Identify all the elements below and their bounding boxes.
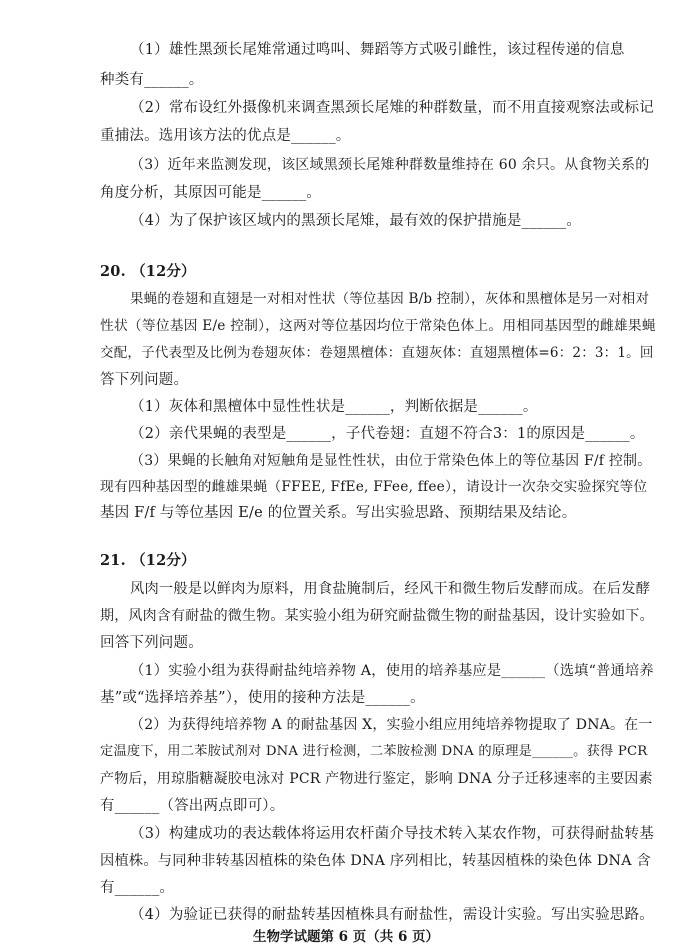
q20-part3-line1: （3）果蝇的长触角对短触角是显性性状，由位于常染色体上的等位基因 F/f 控制。 [130, 453, 652, 469]
q19-part2-line1: （2）常布设红外摄像机来调查黑颈长尾雉的种群数量，而不用直接观察法或标记 [130, 100, 654, 116]
q20-part2: （2）亲代果蝇的表型是______，子代卷翅：直翅不符合3：1的原因是______。 [130, 426, 645, 442]
q20-stem-line4: 答下列问题。 [100, 372, 189, 388]
q21-stem-line1: 风肉一般是以鲜肉为原料，用食盐腌制后，经风干和微生物后发酵而成。在后发酵 [130, 581, 651, 597]
q21-part3-line3: 有______。 [100, 880, 175, 896]
q21-stem-line3: 回答下列问题。 [100, 635, 203, 651]
q21-part1-line2: 基”或“选择培养基”），使用的接种方法是______。 [100, 690, 425, 706]
q19-part1-line2: 种类有______。 [100, 72, 204, 88]
q20-stem-line3: 交配，子代表型及比例为卷翅灰体：卷翅黑檀体：直翅灰体：直翅黑檀体=6：2：3：1。回 [100, 345, 654, 361]
q20-part3-line3: 基因 F/f 与等位基因 E/e 的位置关系。写出实验思路、预期结果及结论。 [100, 505, 577, 521]
q21-part2-line1: （2）为获得纯培养物 A 的耐盐基因 X，实验小组应用纯培养物提取了 DNA。在一 [130, 717, 653, 733]
q20-stem-line2: 性状（等位基因 E/e 控制），这两对等位基因均位于常染色体上。用相同基因型的雌雄果蝇 [100, 318, 656, 334]
q19-part3-line1: （3）近年来监测发现，该区域黑颈长尾雉种群数量维持在 60 余只。从食物关系的 [130, 157, 650, 173]
q21-part4: （4）为验证已获得的耐盐转基因植株具有耐盐性，需设计实验。写出实验思路。 [130, 907, 654, 923]
q20-part1: （1）灰体和黑檀体中显性性状是______，判断依据是______。 [130, 399, 538, 415]
page-footer: 生物学试题第 6 页（共 6 页） [252, 929, 440, 945]
q19-part2-line2: 重捕法。选用该方法的优点是______。 [100, 128, 351, 144]
q20-part3-line2: 现有四种基因型的雌雄果蝇（FFEE, FfEe, FFee, ffee），请设计一次杂交实验探究等位 [100, 479, 648, 495]
q21-part2-line4: 有______（答出两点即可）。 [100, 798, 285, 814]
q21-part1-line1: （1）实验小组为获得耐盐纯培养物 A，使用的培养基应是______（选填“普通培养 [130, 663, 654, 679]
q20-heading: 20. （12分） [100, 263, 196, 280]
q20-stem-line1: 果蝇的卷翅和直翅是一对相对性状（等位基因 B/b 控制），灰体和黑檀体是另一对相对 [130, 291, 650, 307]
q19-part3-line2: 角度分析，其原因可能是______。 [100, 185, 322, 201]
q21-part3-line1: （3）构建成功的表达载体将运用农杆菌介导技术转入某农作物，可获得耐盐转基 [130, 826, 654, 842]
q21-part2-line3: 产物后，用琼脂糖凝胶电泳对 PCR 产物进行鉴定，影响 DNA 分子迁移速率的主要因素 [100, 771, 653, 787]
q19-part4-line1: （4）为了保护该区域内的黑颈长尾雉，最有效的保护措施是______。 [130, 213, 582, 229]
q21-part3-line2: 因植株。与同种非转基因植株的染色体 DNA 序列相比，转基因植株的染色体 DNA 含 [100, 853, 651, 869]
q19-part1-line1: （1）雄性黑颈长尾雉常通过鸣叫、舞蹈等方式吸引雌性，该过程传递的信息 [130, 42, 625, 58]
q21-stem-line2: 期，风肉含有耐盐的微生物。某实验小组为研究耐盐微生物的耐盐基因，设计实验如下。 [100, 608, 654, 624]
q21-part2-line2: 定温度下，用二苯胺试剂对 DNA 进行检测，二苯胺检测 DNA 的原理是______。获得 PCR [100, 744, 648, 759]
q21-heading: 21. （12分） [100, 552, 196, 569]
